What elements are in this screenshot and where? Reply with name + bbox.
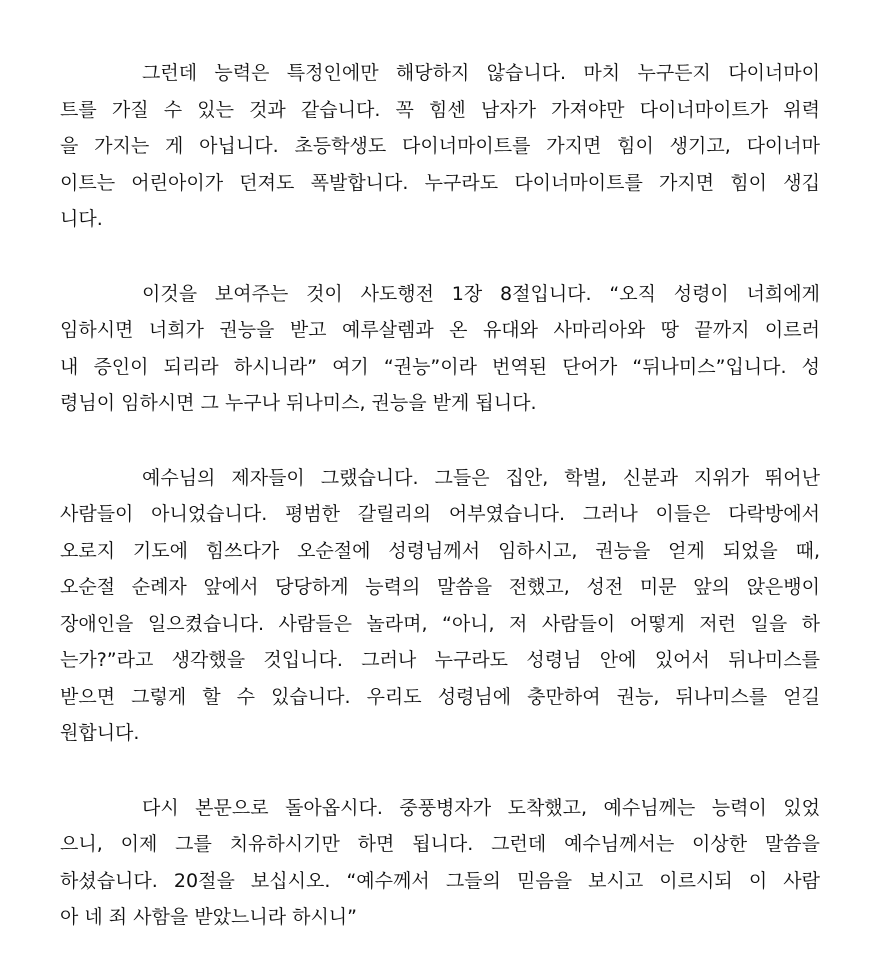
text-line: 으니, 이제 그를 치유하시기만 하면 됩니다. 그런데 예수님께서는 이상한 말씀을 [60,833,820,855]
text-line: 하셨습니다. 20절을 보십시오. “예수께서 그들의 믿음을 보시고 이르시되 이 사람 [60,869,820,892]
text-line: 아 네 죄 사함을 받았느니라 하시니” [60,906,357,928]
text-line: 이트는 어린아이가 던져도 폭발합니다. 누구라도 다이너마이트를 가지면 힘이 생깁 [60,171,820,194]
document-body [60,55,820,974]
text-line: 받으면 그렇게 할 수 있습니다. 우리도 성령님에 충만하여 권능, 뒤나미스를 얻길 [60,685,820,708]
paragraph-disciples [60,460,820,752]
text-line: 장애인을 일으켰습니다. 사람들은 놀라며, “아니, 저 사람들이 어떻게 저런 일을 하 [60,612,820,635]
text-line: 그런데 능력은 특정인에만 해당하지 않습니다. 마치 누구든지 다이너마이 [142,62,820,84]
text-line: 이것을 보여주는 것이 사도행전 1장 8절입니다. “오직 성령이 너희에게 [142,282,820,305]
paragraph-return-to-text [60,790,820,936]
text-line: 임하시면 너희가 권능을 받고 예루살렘과 온 유대와 사마리아와 땅 끝까지 이르러 [60,319,820,341]
text-line: 을 가지는 게 아닙니다. 초등학생도 다이너마이트를 가지면 힘이 생기고, 다이너마 [60,135,820,157]
text-line: 오로지 기도에 힘쓰다가 오순절에 성령님께서 임하시고, 권능을 얻게 되었을 때, [60,539,820,562]
text-line: 사람들이 아니었습니다. 평범한 갈릴리의 어부였습니다. 그러나 이들은 다락방에서 [60,503,820,525]
text-line: 오순절 순례자 앞에서 당당하게 능력의 말씀을 전했고, 성전 미문 앞의 앉은뱅이 [60,576,820,598]
text-line: 내 증인이 되리라 하시니라” 여기 “권능”이라 번역된 단어가 “뒤나미스”입니다. 성 [60,355,820,378]
text-line: 트를 가질 수 있는 것과 같습니다. 꼭 힘센 남자가 가져야만 다이너마이트가 위력 [60,98,820,121]
text-line: 는가?”라고 생각했을 것입니다. 그러나 누구라도 성령님 안에 있어서 뒤나미스를 [60,649,820,671]
text-line: 다시 본문으로 돌아옵시다. 중풍병자가 도착했고, 예수님께는 능력이 있었 [142,796,820,819]
text-line: 원합니다. [60,722,140,744]
text-line: 니다. [60,208,103,230]
text-line: 예수님의 제자들이 그랬습니다. 그들은 집안, 학벌, 신분과 지위가 뛰어난 [142,466,820,489]
paragraph-acts-1-8 [60,276,820,422]
text-line: 령님이 임하시면 그 누구나 뒤나미스, 권능을 받게 됩니다. [60,392,537,414]
paragraph-dynamite [60,55,820,238]
